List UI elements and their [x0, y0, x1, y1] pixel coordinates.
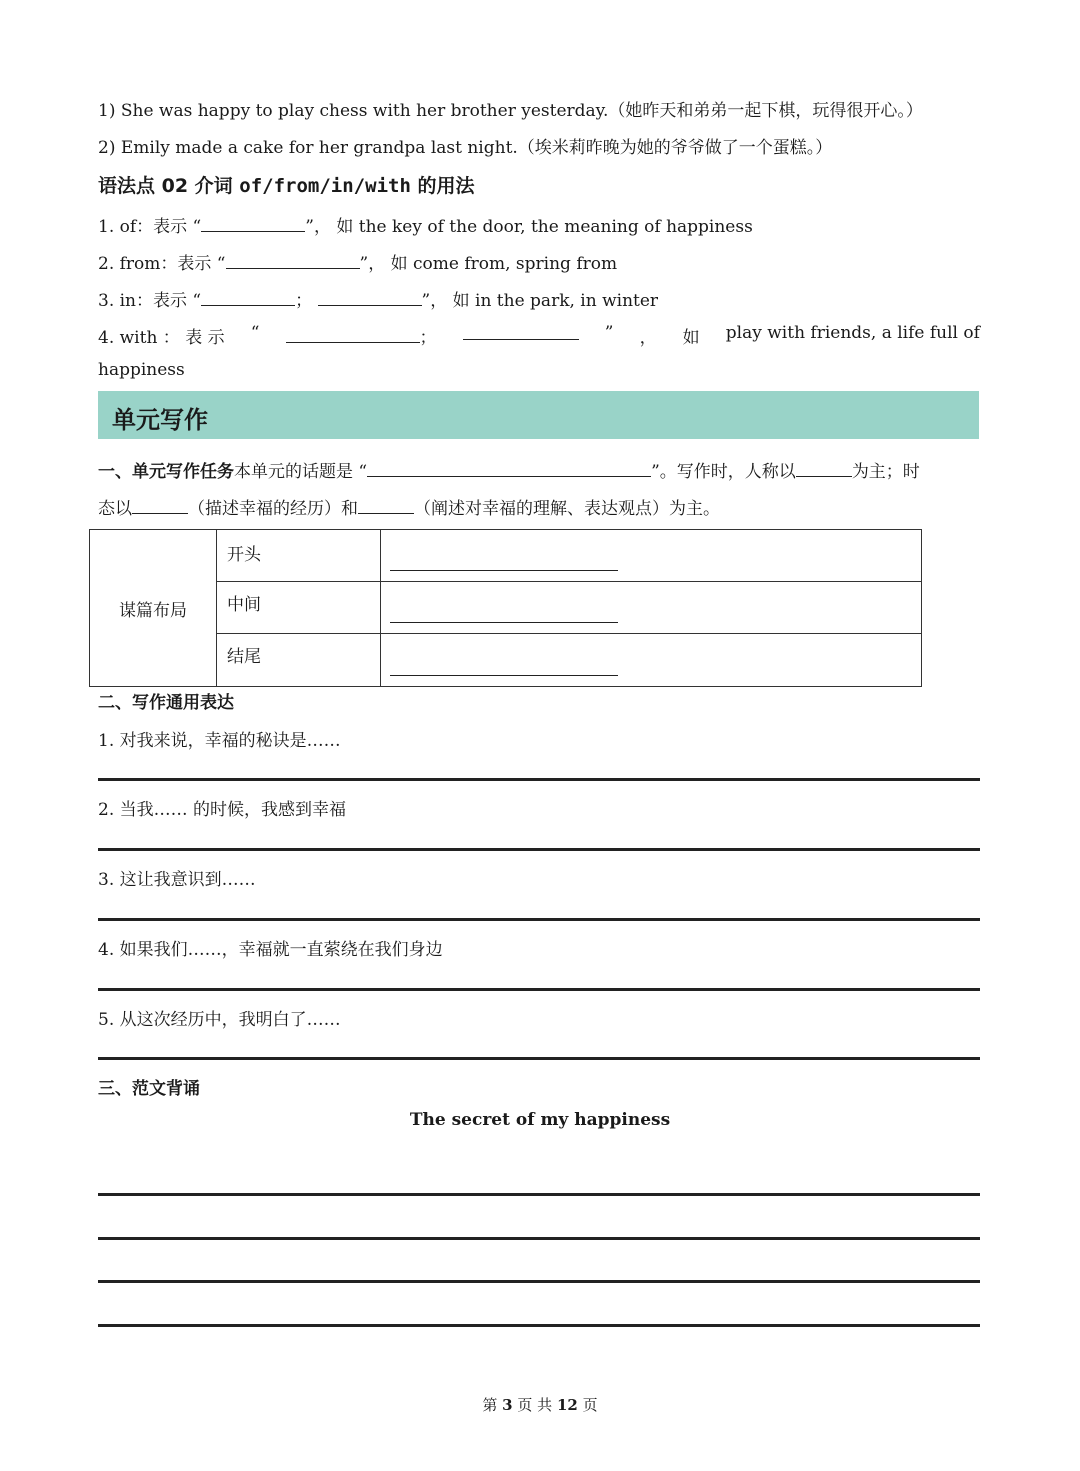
grammar-item-in: [98, 286, 658, 311]
answer-line[interactable]: [98, 848, 980, 851]
grammar-item-from: [98, 249, 617, 274]
structure-row-label: 中间: [217, 582, 381, 634]
expression-item: 1. 对我来说，幸福的秘诀是……: [98, 731, 341, 751]
example-sentence-2: 2) Emily made a cake for her grandpa last night.（埃米莉昨晚为她的爷爷做了一个蛋糕。）: [98, 138, 833, 158]
writing-task-line-1: [98, 457, 920, 482]
writing-task-heading: 一、单元写作任务: [98, 462, 234, 482]
structure-row-label: 开头: [217, 530, 381, 582]
writing-line[interactable]: [98, 1280, 980, 1283]
section-banner-title: 单元写作: [112, 406, 208, 434]
expression-item: 5. 从这次经历中，我明白了……: [98, 1010, 341, 1030]
example-sentence-1: 1) She was happy to play chess with her brother yesterday.（她昨天和弟弟一起下棋，玩得很开心。）: [98, 101, 923, 121]
grammar-item-of-example: ”， 如 the key of the door, the meaning of happiness: [305, 217, 753, 237]
fill-blank[interactable]: [226, 252, 360, 269]
comma: ，: [639, 328, 657, 348]
expression-item: 4. 如果我们……，幸福就一直萦绕在我们身边: [98, 940, 443, 960]
fill-blank[interactable]: [286, 326, 420, 343]
expression-item: 2. 当我…… 的时候，我感到幸福: [98, 800, 347, 820]
tense-blank-1[interactable]: [132, 497, 188, 514]
structure-table: [89, 529, 922, 687]
expression-item: 3. 这让我意识到……: [98, 870, 256, 890]
tense-blank-2[interactable]: [358, 497, 414, 514]
grammar-item-with-label: 4. with ： 表 示: [98, 328, 225, 348]
grammar-item-in-example: ”， 如 in the park, in winter: [421, 291, 659, 311]
grammar-item-from-example: ”， 如 come from, spring from: [359, 254, 618, 274]
section-banner: [98, 391, 979, 439]
writing-task-text: （描述幸福的经历）和: [188, 499, 358, 519]
structure-answer-cell: [381, 530, 922, 582]
answer-line[interactable]: [98, 918, 980, 921]
structure-row-label: 结尾: [217, 634, 381, 687]
footer-text: 第: [482, 1396, 498, 1414]
fill-blank[interactable]: [318, 289, 422, 306]
grammar-heading-suffix: 的用法: [410, 175, 475, 197]
grammar-item-with-example: play with friends, a life full of: [725, 323, 980, 343]
grammar-item-of: [98, 212, 753, 237]
current-page-number: 3: [502, 1396, 513, 1414]
writing-line[interactable]: [98, 1237, 980, 1240]
grammar-heading-code: of/from/in/with: [239, 175, 411, 197]
writing-line[interactable]: [98, 1324, 980, 1327]
grammar-item-in-label: 3. in：表示 “: [98, 291, 202, 311]
grammar-item-with-continuation: happiness: [98, 360, 185, 380]
writing-task-text: 态以: [98, 499, 132, 519]
grammar-heading: [98, 171, 475, 198]
open-quote: “: [250, 323, 260, 343]
footer-text: 页 共: [517, 1396, 553, 1414]
structure-answer-cell: [381, 634, 922, 687]
answer-blank[interactable]: [390, 554, 618, 571]
grammar-item-with: [98, 323, 980, 348]
grammar-heading-prefix: 语法点 02 介词: [98, 175, 240, 197]
answer-blank[interactable]: [390, 606, 618, 623]
person-blank[interactable]: [796, 460, 852, 477]
total-pages-number: 12: [556, 1396, 578, 1414]
answer-blank[interactable]: [390, 659, 618, 676]
writing-line[interactable]: [98, 1193, 980, 1196]
fill-blank[interactable]: [201, 215, 305, 232]
writing-task-text: 本单元的话题是 “: [234, 462, 368, 482]
writing-task-line-2: [98, 494, 720, 519]
structure-answer-cell: [381, 582, 922, 634]
separator: ；: [419, 328, 437, 348]
topic-blank[interactable]: [367, 460, 651, 477]
grammar-item-from-label: 2. from：表示 “: [98, 254, 226, 274]
fill-blank[interactable]: [201, 289, 295, 306]
example-marker: 如: [682, 328, 700, 348]
recite-heading: 三、范文背诵: [98, 1079, 200, 1099]
close-quote: ”: [604, 323, 614, 343]
answer-line[interactable]: [98, 988, 980, 991]
footer-text: 页: [582, 1396, 598, 1414]
model-essay-title: The secret of my happiness: [409, 1110, 671, 1130]
writing-task-text: ”。写作时，人称以: [651, 462, 796, 482]
grammar-item-of-label: 1. of：表示 “: [98, 217, 202, 237]
expressions-heading: 二、写作通用表达: [98, 693, 234, 713]
page-footer: [0, 1394, 1080, 1415]
answer-line[interactable]: [98, 1057, 980, 1060]
answer-line[interactable]: [98, 778, 980, 781]
writing-task-text: 为主；时: [851, 462, 920, 482]
fill-blank[interactable]: [463, 323, 579, 340]
structure-label: 谋篇布局: [90, 530, 217, 687]
separator: ；: [295, 291, 313, 311]
writing-task-text: （阐述对幸福的理解、表达观点）为主。: [414, 499, 720, 519]
